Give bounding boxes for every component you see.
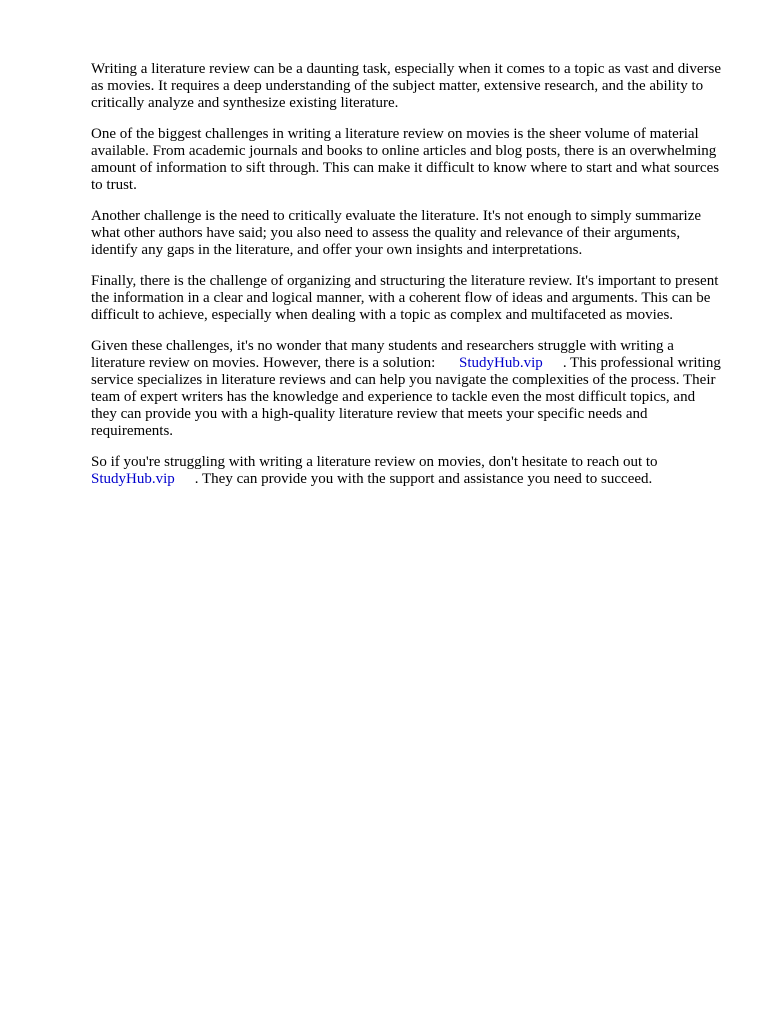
paragraph-structure-challenge: Finally, there is the challenge of organizing and structuring the literature review. It's important to present the information in a clear and logical manner, with a coherent flow of ideas and arguments. This can be difficult to achieve, especially when dealing with a topic as complex and multifaceted as movies. [91,273,719,323]
paragraph-closing [91,454,722,488]
paragraph-closing-text-after: . They can provide you with the support and assistance you need to succeed. [194,471,653,487]
studyhub-link[interactable]: StudyHub.vip [459,355,543,371]
paragraph-evaluation-challenge: Another challenge is the need to critically evaluate the literature. It's not enough to simply summarize what other authors have said; you also need to assess the quality and relevance of their arguments, identify any gaps in the literature, and offer your own insights and interpretations. [91,208,702,258]
paragraph-volume-challenge: One of the biggest challenges in writing a literature review on movies is the sheer volume of material available. From academic journals and books to online articles and blog posts, there is an overwhelming amount of information to sift through. This can make it difficult to know where to start and what sources to trust. [91,126,720,193]
paragraph-closing-text-before: So if you're struggling with writing a literature review on movies, don't hesitate to reach out to [91,454,658,470]
studyhub-link-closing[interactable]: StudyHub.vip [91,471,175,487]
paragraph-solution-text-after: . This professional writing service specializes in literature reviews and can help you navigate the complexities of the process. Their team of expert writers has the knowledge and experience to tackle even the most difficult topics, and they can provide you with a high-quality literature review that meets your specific needs and requirements. [91,355,721,439]
paragraph-intro: Writing a literature review can be a daunting task, especially when it comes to a topic as vast and diverse as movies. It requires a deep understanding of the subject matter, extensive research, and the ability to critically analyze and synthesize existing literature. [91,61,722,111]
paragraph-solution [91,338,722,440]
paragraph-solution-text-before: Given these challenges, it's no wonder that many students and researchers struggle with writing a literature review on movies. However, there is a solution: [91,338,674,371]
